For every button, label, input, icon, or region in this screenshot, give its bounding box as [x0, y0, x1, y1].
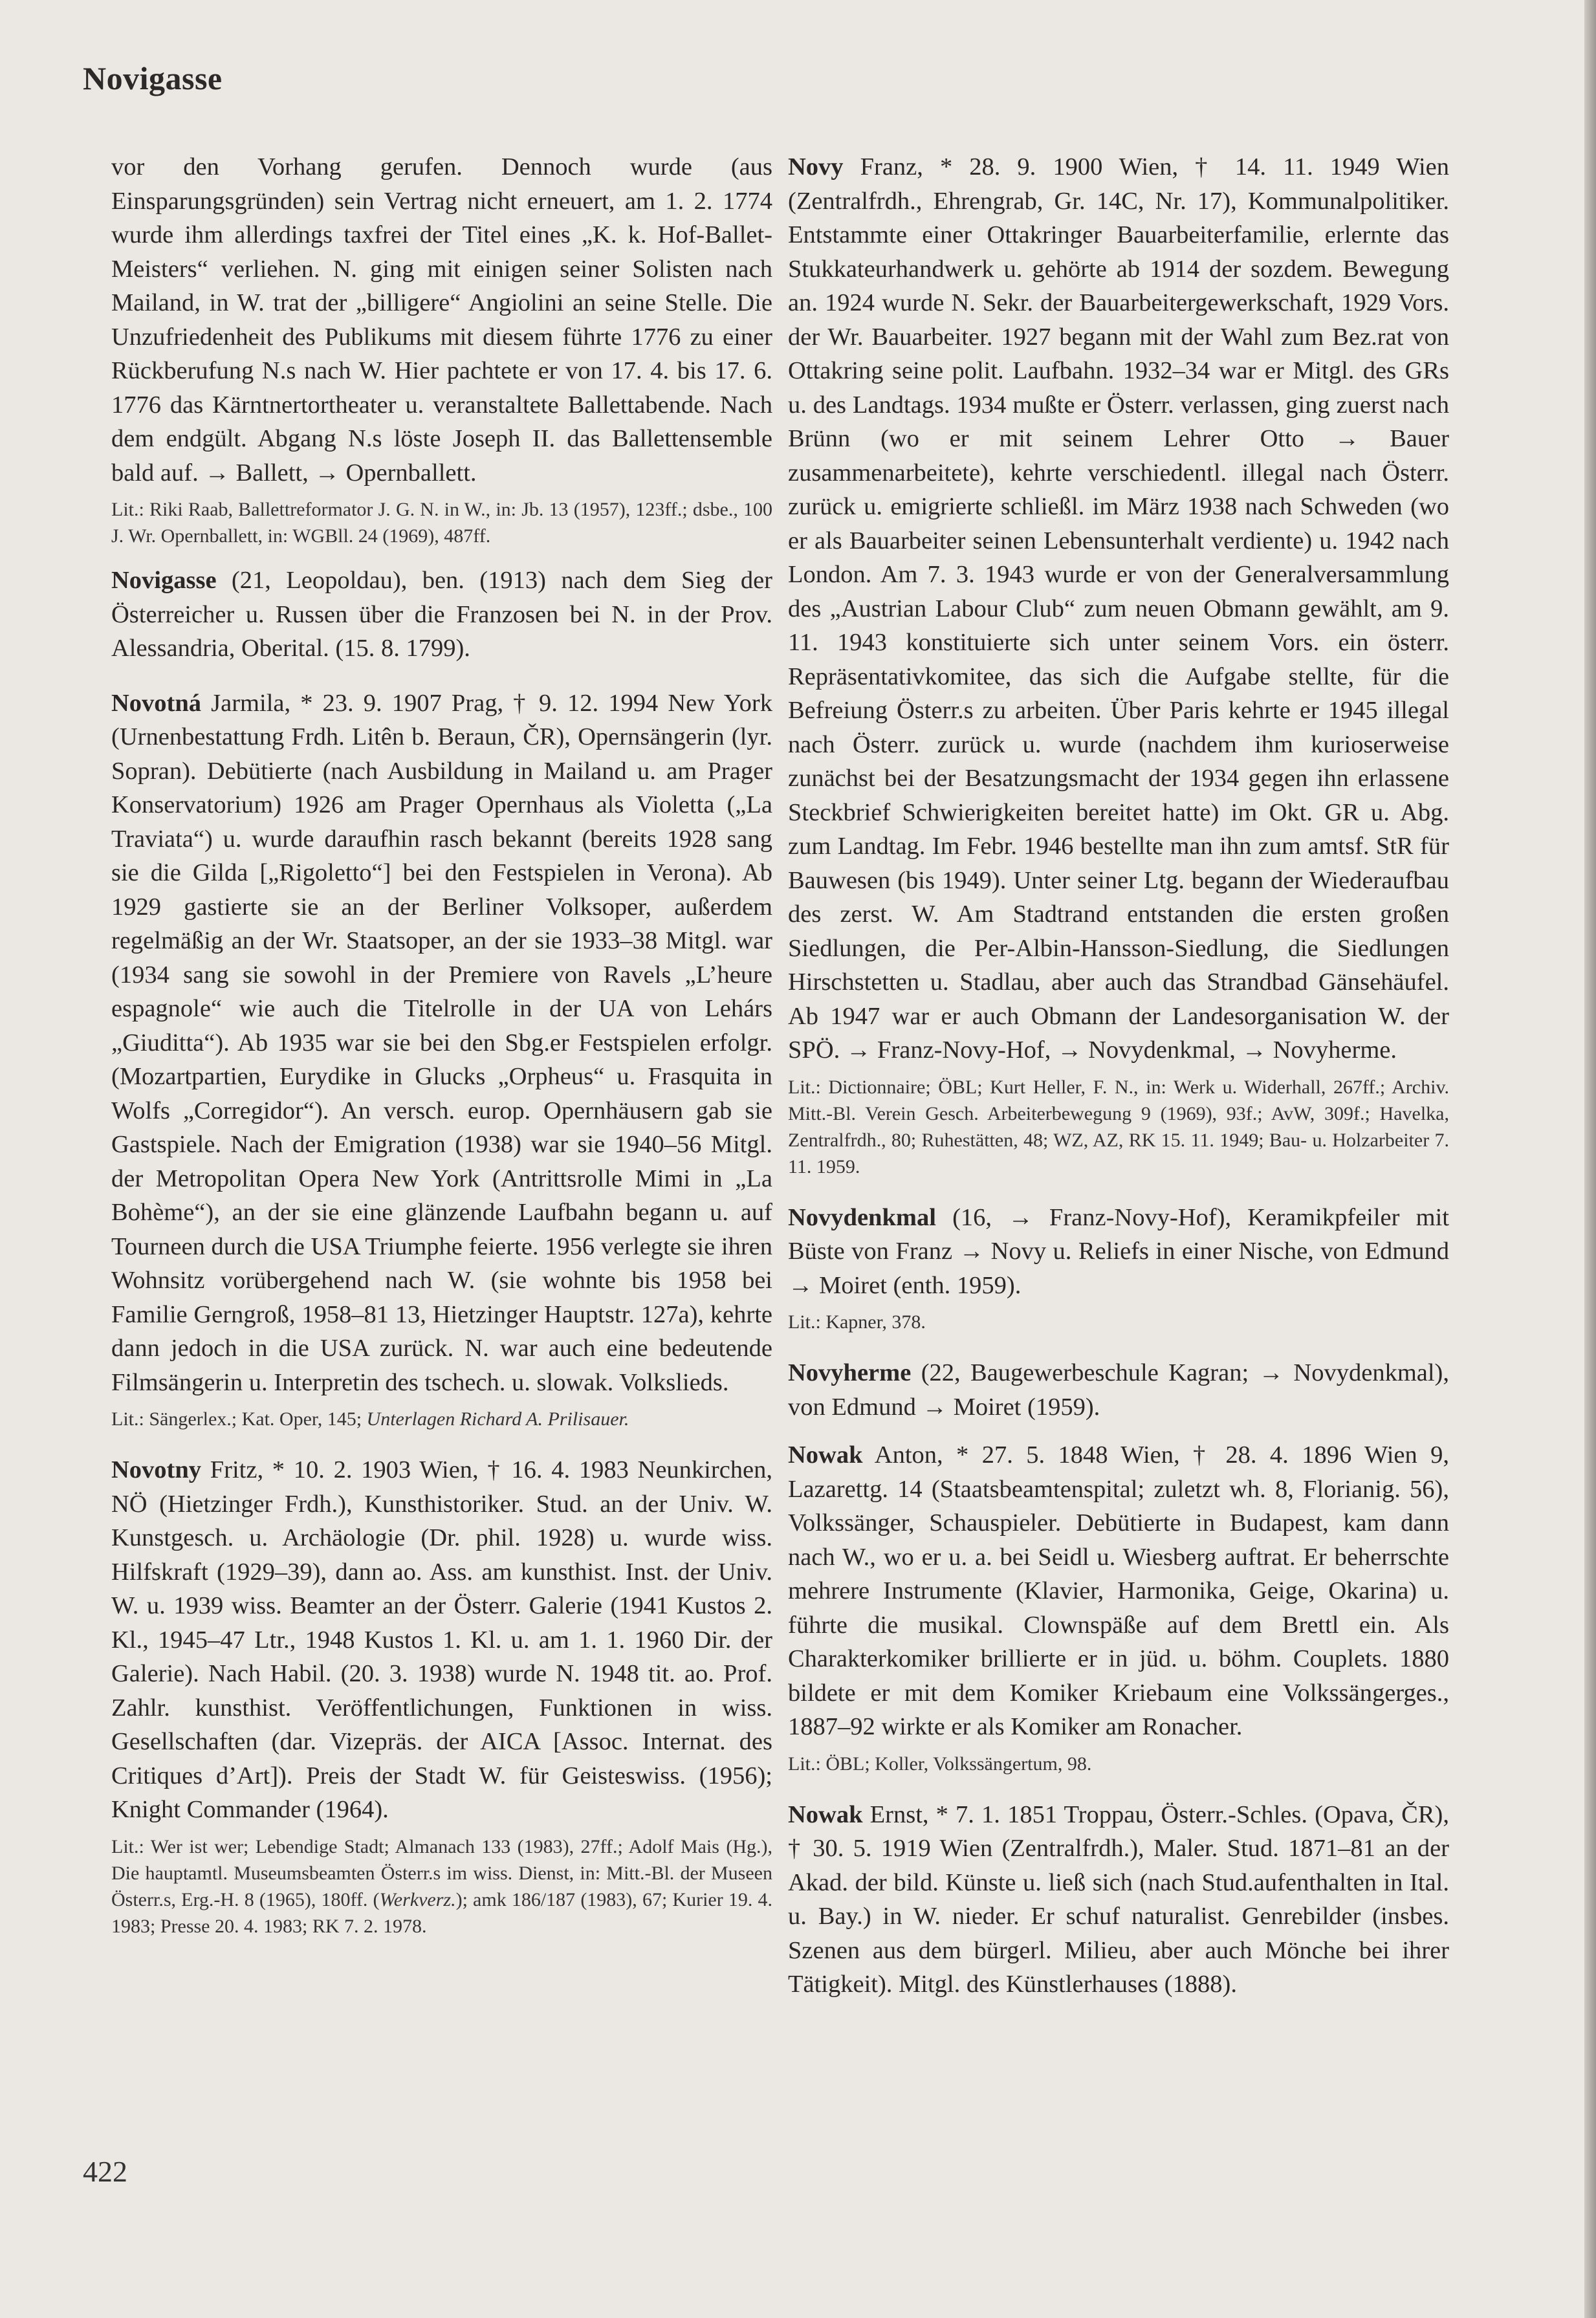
entry-novotna [111, 686, 772, 1400]
literature-note [111, 1406, 772, 1432]
entry-nowak-ernst [788, 1798, 1449, 2002]
literature-note [111, 1833, 772, 1940]
left-column [111, 150, 772, 1940]
literature-text: ); amk 186/187 (1983), 67; Kurier 19. 4. 1983; Presse 20. 4. 1983; RK 7. 2. 1978. [111, 1888, 773, 1937]
literature-italic: Werkverz. [379, 1888, 456, 1910]
headword: Nowak [788, 1800, 863, 1828]
headword: Novotná [111, 689, 202, 717]
entry-text: Anton, * 27. 5. 1848 Wien, † 28. 4. 1896 Wien 9, Lazarettg. 14 (Staatsbeamtenspital; zuletzt wh. 8, Florianig. 56), Volkssänger, Schauspieler. Debütierte in Budapest, kam dann nach W., wo er u. a. bei Seidl u. Wiesberg auftrat. Er beherrschte mehrere Instrumente (Klavier, Harmonika, Geige, Okarina) u. führte die musikal. Clownspäße auf dem Brettl ein. Als Charakterkomiker brillierte er in jüd. u. böhm. Couplets. 1880 bildete er mit dem Komiker Kriebaum eine Volkssängerges., 1887–92 wirkte er als Komiker am Ronacher. [788, 1441, 1449, 1740]
literature-note: Lit.: Kapner, 378. [788, 1311, 926, 1333]
headword: Novyherme [788, 1359, 912, 1386]
headword: Novydenkmal [788, 1203, 936, 1231]
entry-text: (22, Baugewerbeschule Kagran; → Novydenkmal), von Edmund → Moiret (1959). [788, 1359, 1449, 1421]
headword: Nowak [788, 1441, 863, 1469]
literature-text: Lit.: Wer ist wer; Lebendige Stadt; Almanach 133 (1983), 27ff.; Adolf Mais (Hg.), Die hauptamtl. Museumsbeamten Österr.s im wiss. Dienst, in: Mitt.-Bl. der Museen Österr.s, Erg.-H. 8 (1965), 180ff. ( [111, 1835, 772, 1910]
entry-novy [788, 150, 1449, 1067]
headword: Novotny [111, 1456, 202, 1483]
headword: Novigasse [111, 567, 217, 594]
entry-text: Franz, * 28. 9. 1900 Wien, † 14. 11. 1949 Wien (Zentralfrdh., Ehrengrab, Gr. 14C, Nr. 17), Kommunalpolitiker. Entstammte einer Ottakringer Bauarbeiterfamilie, erlernte das Stukkateurhandwerk u. gehörte ab 1914 der sozdem. Bewegung an. 1924 wurde N. Sekr. der Bauarbeitergewerkschaft, 1929 Vors. der Wr. Bauarbeiter. 1927 begann mit der Wahl zum Bez.rat von Ottakring seine polit. Laufbahn. 1932–34 war er Mitgl. des GRs u. des Landtags. 1934 mußte er Österr. verlassen, ging zuerst nach Brünn (wo er mit seinem Lehrer Otto → Bauer zusammenarbeitete), kehrte verschiedentl. illegal nach Österr. zurück u. emigrierte schließl. im März 1938 nach Schweden (wo er als Bauarbeiter seinen Lebensunterhalt verdiente) u. 1942 nach London. Am 7. 3. 1943 wurde er von der Generalversammlung des „Austrian Labour Club“ zum neuen Obmann gewählt, am 9. 11. 1943 konstituierte sich unter seinem Vors. ein österr. Repräsentativkomitee, das sich die Aufgabe stellte, für die Befreiung Österr.s zu arbeiten. Über Paris kehrte er 1945 illegal nach Österr. zurück u. wurde (nachdem ihm kurioserweise zunächst bei der Besatzungsmacht der 1934 gegen ihn erlassene Steckbrief Schwierigkeiten bereitet hatte) im Okt. GR u. Abg. zum Landtag. Im Febr. 1946 bestellte man ihn zum amtsf. StR für Bauwesen (bis 1949). Unter seiner Ltg. begann der Wiederaufbau des zerst. W. Am Stadtrand entstanden die ersten großen Siedlungen, die Per-Albin-Hansson-Siedlung, die Siedlungen Hirschstetten u. Stadlau, aber auch das Strandbad Gänsehäufel. Ab 1947 war er auch Obmann der Landesorganisation W. der SPÖ. → Franz-Novy-Hof, → Novydenkmal, → Novyherme. [788, 153, 1449, 1064]
entry-novyherme [788, 1356, 1449, 1424]
literature-note: Lit.: Dictionnaire; ÖBL; Kurt Heller, F. N., in: Werk u. Widerhall, 267ff.; Archiv. Mitt.-Bl. Verein Gesch. Arbeiterbewegung 9 (1969), 93f.; AvW, 309f.; Havelka, Zentralfrdh., 80; Ruhestätten, 48; WZ, AZ, RK 15. 11. 1949; Bau- u. Holzarbeiter 7. 11. 1959. [788, 1076, 1449, 1177]
entry-text: (16, → Franz-Novy-Hof), Keramikpfeiler mit Büste von Franz → Novy u. Reliefs in einer Nische, von Edmund → Moiret (enth. 1959). [788, 1203, 1449, 1299]
entry-novotny [111, 1453, 772, 1827]
literature-note: Lit.: Riki Raab, Ballettreformator J. G. N. in W., in: Jb. 13 (1957), 123ff.; dsbe., 100 J. Wr. Opernballett, in: WGBll. 24 (1969), 487ff. [111, 499, 772, 547]
literature-note: Lit.: ÖBL; Koller, Volkssängertum, 98. [788, 1753, 1092, 1775]
entry-continuation: vor den Vorhang gerufen. Dennoch wurde (aus Einsparungsgründen) sein Vertrag nicht erneuert, am 1. 2. 1774 wurde ihm allerdings taxfrei der Titel eines „K. k. Hof-Ballet-Meisters“ verliehen. N. ging mit einigen seiner Solisten nach Mailand, in W. trat der „billigere“ Angiolini an seine Stelle. Die Unzufriedenheit des Publikums mit diesem führte 1776 zu einer Rückberufung N.s nach W. Hier pachtete er von 17. 4. bis 17. 6. 1776 das Kärntnertortheater u. veranstaltete Ballettabende. Nach dem endgült. Abgang N.s löste Joseph II. das Ballettensemble bald auf. → Ballett, → Opernballett. [111, 153, 772, 487]
page-number: 422 [83, 2155, 127, 2188]
page-edge-shadow [1584, 0, 1596, 2318]
entry-text: Fritz, * 10. 2. 1903 Wien, † 16. 4. 1983 Neunkirchen, NÖ (Hietzinger Frdh.), Kunsthistoriker. Stud. an der Univ. W. Kunstgesch. u. Archäologie (Dr. phil. 1928) u. wurde wiss. Hilfskraft (1929–39), dann ao. Ass. am kunsthist. Inst. der Univ. W. u. 1939 wiss. Beamter an der Österr. Galerie (1941 Kustos 2. Kl., 1945–47 Ltr., 1948 Kustos 1. Kl. u. am 1. 1. 1960 Dir. der Galerie). Nach Habil. (20. 3. 1938) wurde N. 1948 tit. ao. Prof. Zahlr. kunsthist. Veröffentlichungen, Funktionen in wiss. Gesellschaften (dar. Vizepräs. der AICA [Assoc. Internat. des Critiques d’Art]). Preis der Stadt W. für Geisteswiss. (1956); Knight Commander (1964). [111, 1456, 772, 1823]
entry-novydenkmal [788, 1201, 1449, 1303]
entry-text: Ernst, * 7. 1. 1851 Troppau, Österr.-Schles. (Opava, ČR), † 30. 5. 1919 Wien (Zentralfrdh.), Maler. Stud. 1871–81 an der Akad. der bild. Künste u. ließ sich (nach Stud.aufenthalten in Ital. u. Bay.) in W. nieder. Er schuf naturalist. Genrebilder (insbes. Szenen aus dem bürgerl. Milieu, aber auch Mönche bei ihrer Tätigkeit). Mitgl. des Künstlerhauses (1888). [788, 1800, 1449, 1998]
literature-text: Lit.: Sängerlex.; Kat. Oper, 145; [111, 1408, 367, 1430]
entry-text: Jarmila, * 23. 9. 1907 Prag, † 9. 12. 1994 New York (Urnenbestattung Frdh. Litên b. Beraun, ČR), Opernsängerin (lyr. Sopran). Debütierte (nach Ausbildung in Mailand u. am Prager Konservatorium) 1926 am Prager Opernhaus als Violetta („La Traviata“) u. wurde daraufhin rasch bekannt (bereits 1928 sang sie die Gilda [„Rigoletto“] bei den Festspielen in Verona). Ab 1929 gastierte sie an der Berliner Volksoper, außerdem regelmäßig an der Wr. Staatsoper, an der sie 1933–38 Mitgl. war (1934 sang sie sowohl in der Premiere von Ravels „L’heure espagnole“ wie auch die Titelrolle in der UA von Lehárs „Giuditta“). Ab 1935 war sie bei den Sbg.er Festspielen erfolgr. (Mozartpartien, Eurydike in Glucks „Orpheus“ u. Frasquita in Wolfs „Corregidor“). An versch. europ. Opernhäusern gab sie Gastspiele. Nach der Emigration (1938) war sie 1940–56 Mitgl. der Metropolitan Opera New York (Antrittsrolle Mimi in „La Bohème“), an der sie eine glänzende Laufbahn begann u. auf Tourneen durch die USA Triumphe feierte. 1956 verlegte sie ihren Wohnsitz vorübergehend nach W. (sie wohnte bis 1958 bei Familie Gerngroß, 1958–81 13, Hietzinger Hauptstr. 127a), kehrte dann jedoch in die USA zurück. N. war auch eine bedeutende Filmsängerin u. Interpretin des tschech. u. slowak. Volkslieds. [111, 689, 772, 1396]
running-header: Novigasse [83, 60, 223, 96]
headword: Novy [788, 153, 844, 180]
right-column [788, 150, 1449, 2002]
entry-nowak-anton [788, 1438, 1449, 1744]
entry-novigasse [111, 563, 772, 666]
literature-italic: Unterlagen Richard A. Prilisauer. [366, 1408, 629, 1430]
entry-text: (21, Leopoldau), ben. (1913) nach dem Sieg der Österreicher u. Russen über die Franzosen bei N. in der Prov. Alessandria, Oberital. (15. 8. 1799). [111, 567, 772, 662]
